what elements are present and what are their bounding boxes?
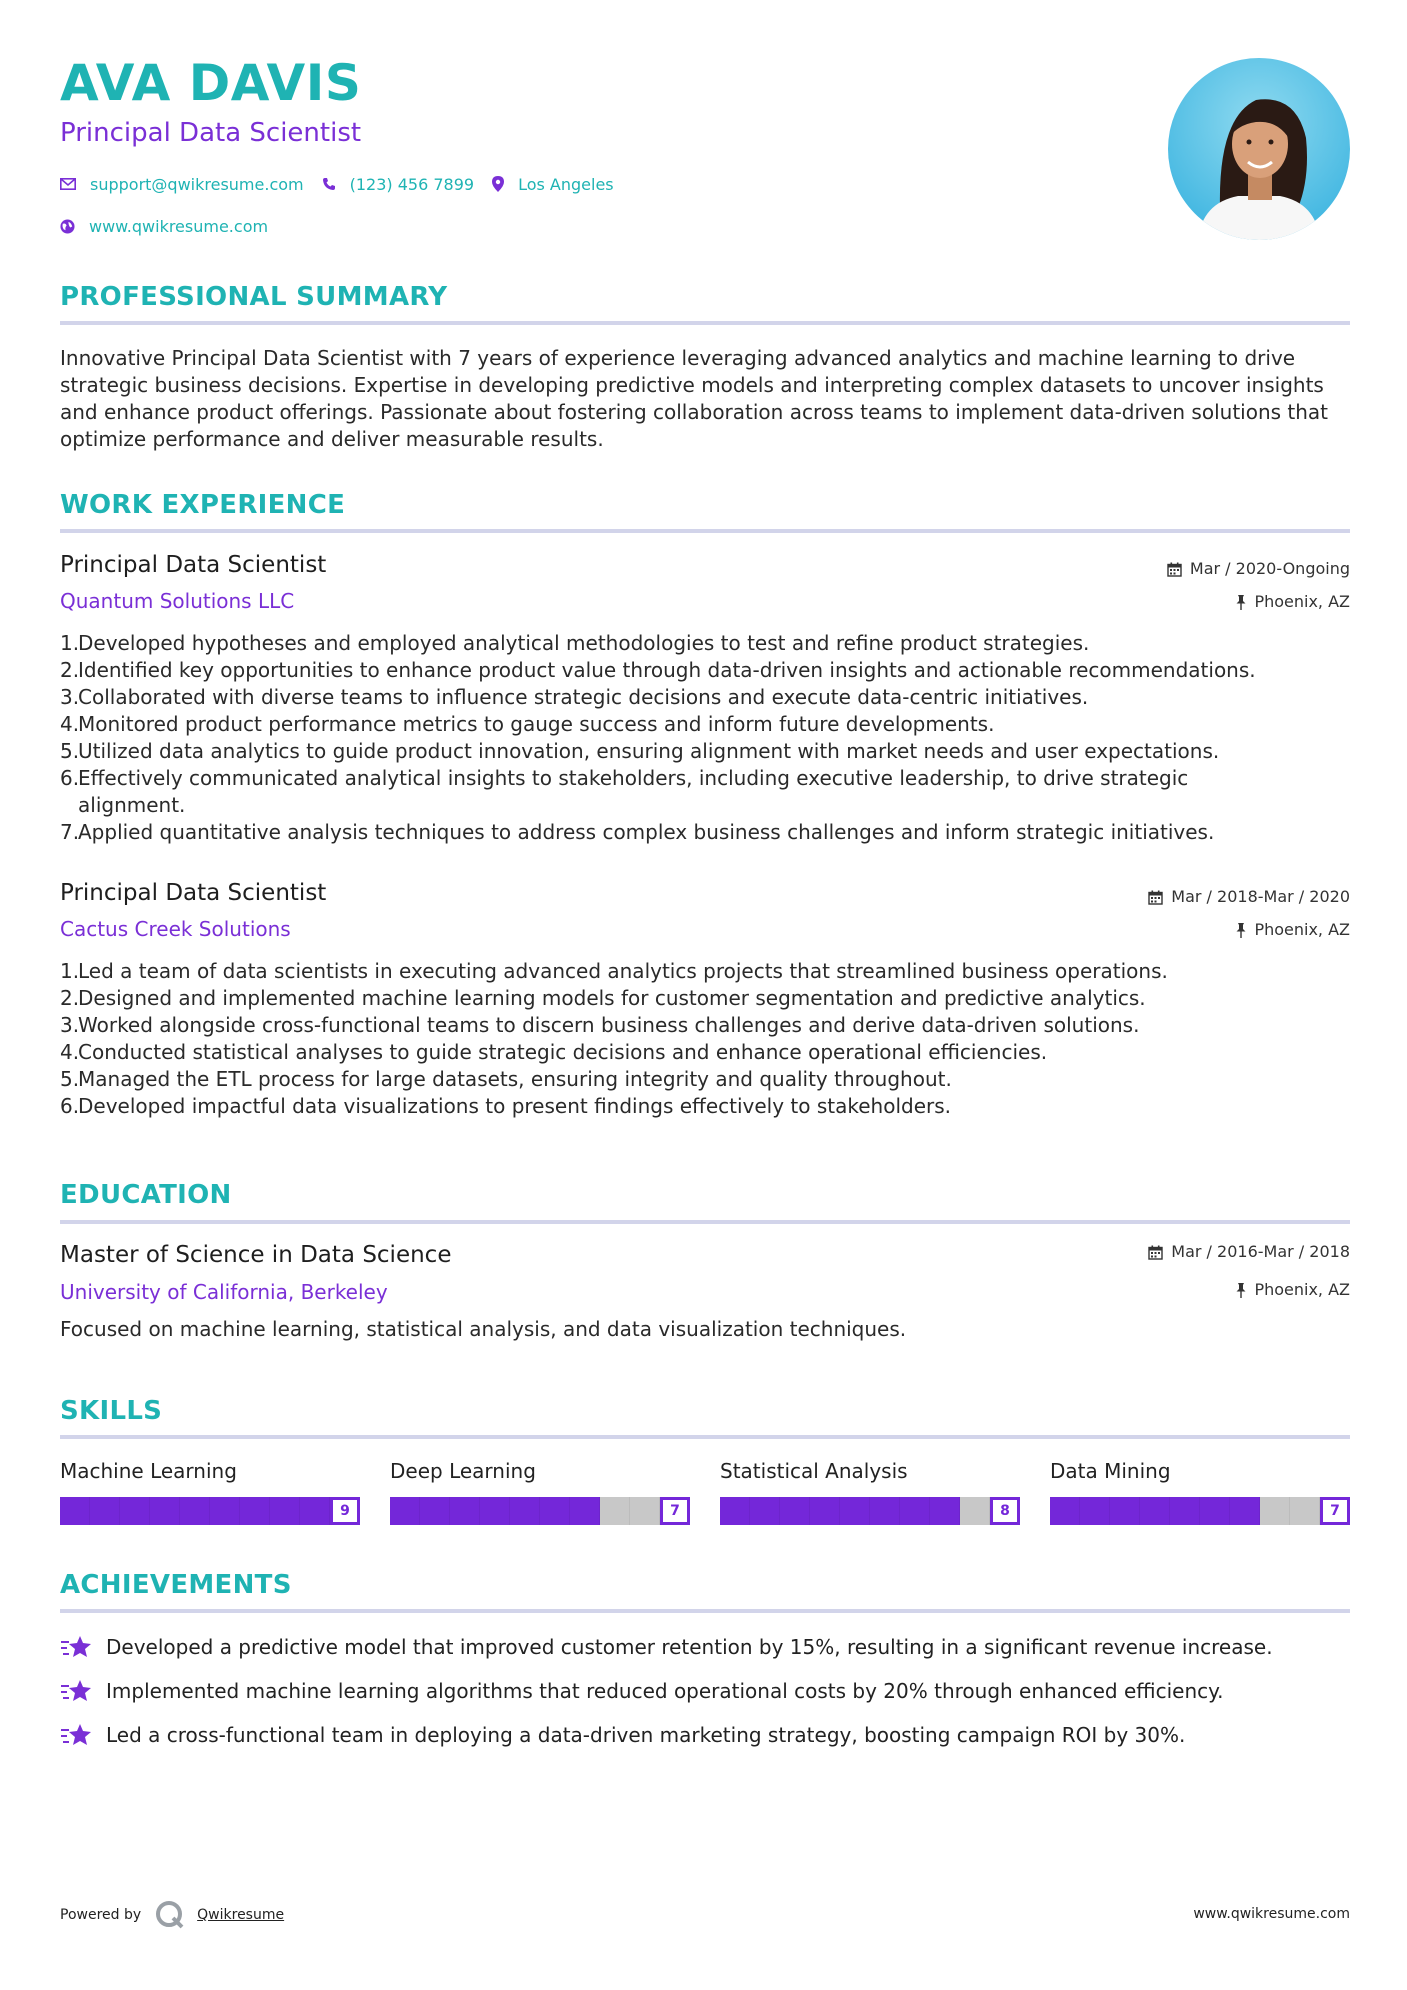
school-name: University of California, Berkeley xyxy=(60,1280,388,1304)
job-responsibilities xyxy=(60,630,1368,846)
shooting-star-icon xyxy=(60,1634,92,1660)
skill-segment-filled xyxy=(930,1497,960,1525)
skill-name: Statistical Analysis xyxy=(720,1459,908,1483)
skill-segment-filled xyxy=(90,1497,120,1525)
skill-segment-filled xyxy=(840,1497,870,1525)
contact-row-1 xyxy=(60,171,632,197)
pushpin-icon xyxy=(1236,595,1246,610)
website-text: www.qwikresume.com xyxy=(89,216,269,236)
skill-segment-filled xyxy=(300,1497,330,1525)
list-item: Applied quantitative analysis techniques to address complex business challenges and inform strategic initiatives. xyxy=(78,820,1215,844)
list-item: Developed hypotheses and employed analytical methodologies to test and refine product strategies. xyxy=(78,631,1090,655)
job-location xyxy=(1236,594,1350,610)
list-item: Collaborated with diverse teams to influence strategic decisions and execute data-centric initiatives. xyxy=(78,685,1089,709)
job-location-text: Phoenix, AZ xyxy=(1254,920,1350,939)
phone-contact[interactable] xyxy=(322,175,474,194)
shooting-star-icon xyxy=(60,1722,92,1748)
list-item: Conducted statistical analyses to guide strategic decisions and enhance operational efficiencies. xyxy=(78,1040,1048,1064)
footer-website[interactable]: www.qwikresume.com xyxy=(1193,1906,1350,1922)
skill-segment-filled xyxy=(510,1497,540,1525)
skill-segment-filled xyxy=(120,1497,150,1525)
summary-text: Innovative Principal Data Scientist with 7 years of experience leveraging advanced analytics and machine learning to drive strategic business decisions. Expertise in developing predictive models and interpreting complex datasets to uncover insights and enhance product offerings. Passionate about fostering collaboration across teams to implement data-driven solutions that optimize performance and deliver measurable results. xyxy=(60,346,1329,451)
job-title: Principal Data Scientist xyxy=(60,880,327,906)
job-dates-text: Mar / 2020-Ongoing xyxy=(1189,559,1350,578)
skill-level-bar xyxy=(390,1497,690,1525)
email-text: support@qwikresume.com xyxy=(90,174,304,194)
email-contact[interactable] xyxy=(60,175,304,194)
experience-heading: WORK EXPERIENCE xyxy=(60,490,346,520)
degree-title: Master of Science in Data Science xyxy=(60,1242,452,1268)
skill-segment-filled xyxy=(450,1497,480,1525)
education-divider xyxy=(60,1220,1350,1224)
education-dates-text: Mar / 2016-Mar / 2018 xyxy=(1171,1242,1350,1261)
phone-text: (123) 456 7899 xyxy=(349,174,475,194)
education-dates xyxy=(1148,1244,1350,1260)
website-contact[interactable] xyxy=(60,217,268,236)
skill-segment-filled xyxy=(810,1497,840,1525)
achievement-text: Implemented machine learning algorithms that reduced operational costs by 20% through enhanced efficiency. xyxy=(106,1679,1224,1703)
skill-level-badge: 8 xyxy=(990,1497,1020,1525)
experience-divider xyxy=(60,529,1350,533)
list-item: Identified key opportunities to enhance product value through data-driven insights and actionable recommendations. xyxy=(78,658,1256,682)
candidate-name: AVA DAVIS xyxy=(60,54,362,112)
skills-divider xyxy=(60,1435,1350,1439)
qwikresume-link[interactable]: Qwikresume xyxy=(197,1907,285,1923)
pushpin-icon xyxy=(1236,1283,1246,1298)
skill-segment-filled xyxy=(270,1497,300,1525)
shooting-star-icon xyxy=(60,1678,92,1704)
envelope-icon xyxy=(60,178,76,190)
skill-segment-filled xyxy=(870,1497,900,1525)
list-item: Worked alongside cross-functional teams to discern business challenges and derive data-driven solutions. xyxy=(78,1013,1140,1037)
candidate-title: Principal Data Scientist xyxy=(60,118,362,148)
skill-segment-filled xyxy=(780,1497,810,1525)
skill-segment-filled xyxy=(1200,1497,1230,1525)
skill-name: Deep Learning xyxy=(390,1459,536,1483)
pushpin-icon xyxy=(1236,923,1246,938)
list-item: Effectively communicated analytical insights to stakeholders, including executive leadership, to drive strategic alignment. xyxy=(78,766,1189,817)
skill-segment-empty xyxy=(630,1497,660,1525)
powered-by-label: Powered by xyxy=(60,1907,142,1923)
list-item: Developed impactful data visualizations to present findings effectively to stakeholders. xyxy=(78,1094,952,1118)
skill-segment-empty xyxy=(1290,1497,1320,1525)
skill-level-bar xyxy=(1050,1497,1350,1525)
globe-icon xyxy=(60,219,75,234)
education-location xyxy=(1236,1282,1350,1298)
job-responsibilities xyxy=(60,958,1368,1120)
calendar-icon xyxy=(1148,1245,1163,1260)
contact-row-2 xyxy=(60,213,286,239)
achievement-item xyxy=(60,1632,1273,1662)
list-item: Utilized data analytics to guide product innovation, ensuring alignment with market needs and user expectations. xyxy=(78,739,1220,763)
job-company: Cactus Creek Solutions xyxy=(60,917,291,941)
skill-segment-filled xyxy=(420,1497,450,1525)
achievement-text: Led a cross-functional team in deploying a data-driven marketing strategy, boosting campaign ROI by 30%. xyxy=(106,1723,1186,1747)
skill-segment-filled xyxy=(210,1497,240,1525)
achievements-heading: ACHIEVEMENTS xyxy=(60,1570,292,1600)
skill-segment-filled xyxy=(240,1497,270,1525)
skill-segment-filled xyxy=(60,1497,90,1525)
achievement-item xyxy=(60,1676,1224,1706)
job-location-text: Phoenix, AZ xyxy=(1254,592,1350,611)
qwikresume-logo-icon xyxy=(155,1900,185,1930)
skill-level-badge: 9 xyxy=(330,1497,360,1525)
skill-segment-filled xyxy=(180,1497,210,1525)
skill-segment-filled xyxy=(900,1497,930,1525)
list-item: Designed and implemented machine learning models for customer segmentation and predictive analytics. xyxy=(78,986,1146,1010)
job-title: Principal Data Scientist xyxy=(60,552,327,578)
achievement-item xyxy=(60,1720,1185,1750)
skill-segment-empty xyxy=(600,1497,630,1525)
map-pin-icon xyxy=(492,176,504,192)
skill-segment-filled xyxy=(390,1497,420,1525)
skill-segment-filled xyxy=(150,1497,180,1525)
achievement-text: Developed a predictive model that improved customer retention by 15%, resulting in a significant revenue increase. xyxy=(106,1635,1273,1659)
education-location-text: Phoenix, AZ xyxy=(1254,1280,1350,1299)
skill-segment-filled xyxy=(1230,1497,1260,1525)
skill-level-bar xyxy=(720,1497,1020,1525)
footer-powered-by xyxy=(60,1900,284,1930)
skill-segment-filled xyxy=(540,1497,570,1525)
skill-level-bar xyxy=(60,1497,360,1525)
skill-segment-empty xyxy=(960,1497,990,1525)
education-description: Focused on machine learning, statistical analysis, and data visualization techniques. xyxy=(60,1317,907,1341)
skill-segment-empty xyxy=(1260,1497,1290,1525)
achievements-divider xyxy=(60,1609,1350,1613)
summary-heading: PROFESSIONAL SUMMARY xyxy=(60,282,448,312)
job-dates-text: Mar / 2018-Mar / 2020 xyxy=(1171,887,1350,906)
job-location xyxy=(1236,922,1350,938)
skill-segment-filled xyxy=(480,1497,510,1525)
job-dates xyxy=(1167,561,1350,577)
phone-icon xyxy=(322,177,336,191)
calendar-icon xyxy=(1167,562,1182,577)
skill-segment-filled xyxy=(720,1497,750,1525)
skill-level-badge: 7 xyxy=(660,1497,690,1525)
calendar-icon xyxy=(1148,890,1163,905)
profile-photo xyxy=(1168,58,1350,240)
skill-level-badge: 7 xyxy=(1320,1497,1350,1525)
skill-segment-filled xyxy=(1050,1497,1080,1525)
skill-segment-filled xyxy=(570,1497,600,1525)
skill-segment-filled xyxy=(1140,1497,1170,1525)
summary-divider xyxy=(60,321,1350,325)
list-item: Managed the ETL process for large datasets, ensuring integrity and quality throughout. xyxy=(78,1067,952,1091)
education-heading: EDUCATION xyxy=(60,1180,232,1210)
skill-name: Machine Learning xyxy=(60,1459,237,1483)
skill-segment-filled xyxy=(1170,1497,1200,1525)
skills-heading: SKILLS xyxy=(60,1396,163,1426)
list-item: Led a team of data scientists in executing advanced analytics projects that streamlined business operations. xyxy=(78,959,1168,983)
skill-name: Data Mining xyxy=(1050,1459,1171,1483)
skill-segment-filled xyxy=(750,1497,780,1525)
location-text: Los Angeles xyxy=(518,174,614,194)
skill-segment-filled xyxy=(1110,1497,1140,1525)
location-contact xyxy=(492,175,614,194)
list-item: Monitored product performance metrics to gauge success and inform future developments. xyxy=(78,712,995,736)
skill-segment-filled xyxy=(1080,1497,1110,1525)
job-company: Quantum Solutions LLC xyxy=(60,589,295,613)
job-dates xyxy=(1148,889,1350,905)
